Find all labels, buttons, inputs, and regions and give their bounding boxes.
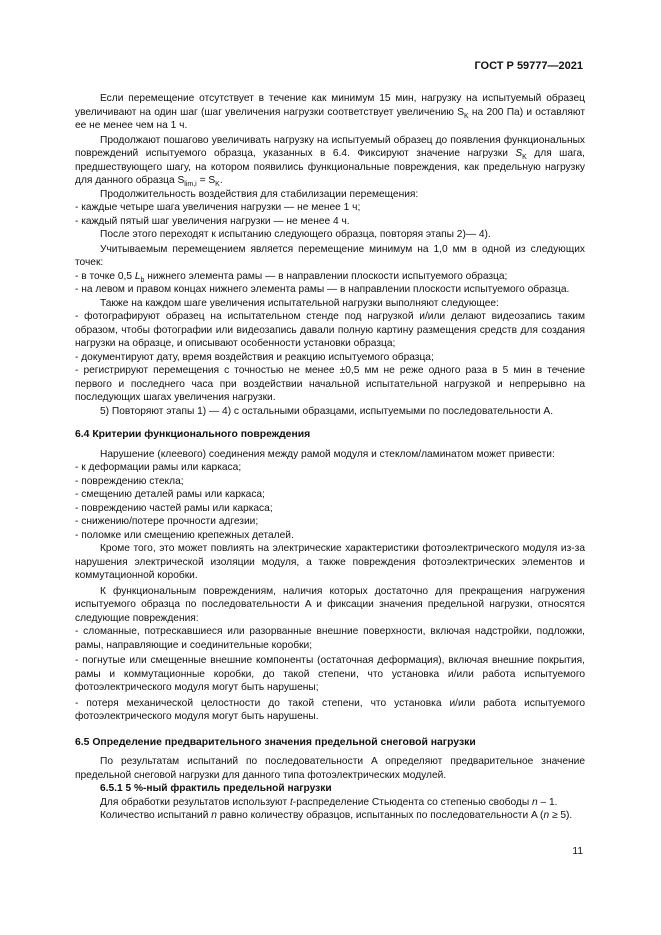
list-item: - потеря механической целостности до такой степени, что установка и/или работа испытуемого фотоэлектрического модуля могут быть нарушены. bbox=[75, 697, 585, 722]
list-item: - каждый пятый шаг увеличения нагрузки — не менее 4 ч. bbox=[75, 215, 350, 227]
paragraph: Если перемещение отсутствует в течение как минимум 15 мин, нагрузку на испытуемый образец увеличивают на один шаг (шаг увеличения нагрузки соответствует увеличению $S_K$ на 200 Па) и оставляют ее не менее чем на 1 ч. bbox=[75, 93, 585, 131]
list-item: - каждые четыре шага увеличения нагрузки — не менее 1 ч; bbox=[75, 202, 361, 213]
paragraph: После этого переходят к испытанию следующего образца, повторяя этапы 2)— 4). bbox=[100, 229, 491, 240]
section-heading: 6.4 Критерии функционального повреждения bbox=[75, 429, 311, 440]
paragraph: Продолжают пошагово увеличивать нагрузку на испытуемый образец до появления функциональных повреждений испытуемого образца, указанных в 6.4. Фиксируют значение нагрузки $S_K$ для шага, предшествующего шагу, на котором появились функциональные повреждения, как предельную нагрузку для данного образца $S_{lim,i} = S_K$. bbox=[75, 134, 585, 189]
list-item: - документируют дату, время воздействия и реакцию испытуемого образца; bbox=[75, 351, 434, 363]
list-item: - поломке или смещению крепежных деталей. bbox=[75, 529, 294, 541]
list-item: - сломанные, потрескавшиеся или разорванные внешние поверхности, включая надстройки, подложки, рамы, направляющие и соединительные коробки; bbox=[75, 626, 585, 651]
standard-designation: ГОСТ Р 59777—2021 bbox=[474, 60, 583, 72]
paragraph: Учитываемым перемещением является перемещение минимум на 1,0 мм в одной из следующих точек: bbox=[75, 243, 585, 268]
paragraph: Кроме того, это может повлиять на электрические характеристики фотоэлектрического модуля из-за нарушения электрической изоляции модуля, а также повреждения фотоэлектрических элементов и коммутационной коробки. bbox=[75, 543, 585, 581]
page-number: 11 bbox=[572, 846, 583, 857]
paragraph: Для обработки результатов используют t-распределение Стьюдента со степенью свободы n – 1. bbox=[100, 796, 558, 808]
paragraph: Продолжительность воздействия для стабилизации перемещения: bbox=[100, 188, 419, 200]
document-body bbox=[75, 92, 585, 823]
list-item: - регистрируют перемещения с точностью не менее ±0,5 мм не реже одного раза в 5 мин в течение первого и последнего часа при воздействии начальной испытательной нагрузкой и непрерывно на последующих шагах увеличения нагрузки. bbox=[75, 365, 585, 403]
paragraph: К функциональным повреждениям, наличия которых достаточно для прекращения нагружения испытуемого образца по последовательности A и фиксации значения предельной нагрузки, относятся следующие повреждения: bbox=[75, 585, 585, 624]
paragraph: Нарушение (клеевого) соединения между рамой модуля и стеклом/ламинатом может привести: bbox=[100, 448, 555, 460]
list-item: - повреждению стекла; bbox=[75, 475, 184, 487]
list-item: - снижению/потере прочности адгезии; bbox=[75, 516, 259, 527]
list-item: - повреждению частей рамы или каркаса; bbox=[75, 502, 273, 514]
list-item: - к деформации рамы или каркаса; bbox=[75, 462, 242, 473]
paragraph: Количество испытаний n равно количеству образцов, испытанных по последовательности A (n ≥ 5). bbox=[100, 810, 573, 821]
list-item: - фотографируют образец на испытательном стенде под нагрузкой и/или делают видеозапись таким образом, чтобы фотографии или видеозапись давали полную картину размещения средств для создания нагрузки на образце, и описывают особенности установки образца; bbox=[75, 311, 585, 349]
list-item: - погнутые или смещенные внешние компоненты (остаточная деформация), включая внешние покрытия, рамы и коммутационные коробки, до такой степени, что установка и/или работа испытуемого фотоэлектрического модуля могут быть нарушены; bbox=[75, 655, 585, 693]
paragraph: 5) Повторяют этапы 1) — 4) с остальными образцами, испытуемыми по последовательности A. bbox=[100, 405, 554, 417]
paragraph: Также на каждом шаге увеличения испытательной нагрузки выполняют следующее: bbox=[100, 297, 499, 309]
list-item: - смещению деталей рамы или каркаса; bbox=[75, 489, 265, 500]
list-item: - на левом и правом концах нижнего элемента рамы — в направлении плоскости испытуемого образца. bbox=[75, 284, 570, 295]
section-heading: 6.5 Определение предварительного значения предельной снеговой нагрузки bbox=[75, 736, 476, 748]
subsection-heading: 6.5.1 5 %-ный фрактиль предельной нагрузки bbox=[100, 783, 332, 794]
list-item: - в точке 0,5 $L_b$ нижнего элемента рамы — в направлении плоскости испытуемого образца; bbox=[75, 270, 508, 284]
paragraph: По результатам испытаний по последовательности A определяют предварительное значение предельной снеговой нагрузки для данного типа фотоэлектрических модулей. bbox=[75, 756, 585, 781]
